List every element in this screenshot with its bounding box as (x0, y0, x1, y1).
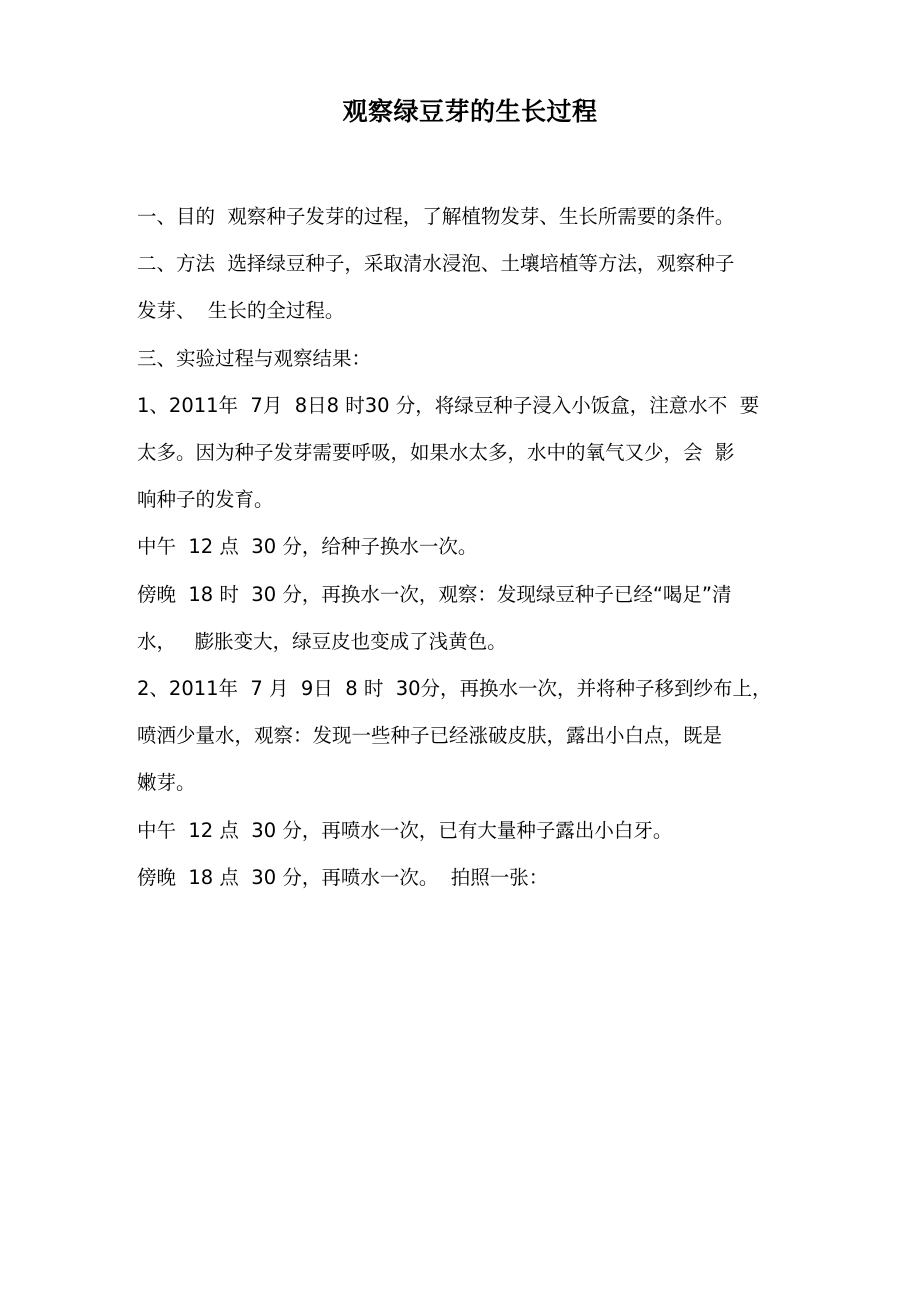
document-body (137, 193, 817, 901)
paragraph-line: 中午 12 点 30 分，再喷水一次，已有大量种子露出小白牙。 (137, 818, 673, 842)
paragraph-line: 1、2011年 7月 8日8 时30 分，将绿豆种子浸入小饭盒，注意水不 要 (137, 393, 760, 417)
paragraph-line: 发芽、 生长的全过程。 (137, 299, 345, 323)
paragraph-line: 水， 膨胀变大，绿豆皮也变成了浅黄色。 (137, 629, 507, 653)
paragraph-line: 二、方法 选择绿豆种子，采取清水浸泡、土壤培植等方法，观察种子 (137, 252, 735, 276)
paragraph-line: 中午 12 点 30 分，给种子换水一次。 (137, 535, 478, 559)
paragraph-line: 一、目的 观察种子发芽的过程，了解植物发芽、生长所需要的条件。 (137, 205, 735, 228)
paragraph-line: 太多。因为种子发芽需要呼吸，如果水太多，水中的氧气又少，会 影 (137, 441, 735, 465)
paragraph-line: 嫩芽。 (137, 771, 196, 795)
paragraph-line: 傍晚 18 点 30 分，再喷水一次。 拍照一张： (137, 865, 549, 889)
paragraph-line: 2、2011年 7 月 9日 8 时 30分，再换水一次，并将种子移到纱布上， (137, 677, 772, 701)
paragraph-line: 响种子的发育。 (137, 488, 274, 512)
paragraph-line: 三、实验过程与观察结果： (137, 346, 372, 370)
paragraph-line: 喷洒少量水，观察：发现一些种子已经涨破皮肤，露出小白点，既是 (137, 724, 723, 748)
paragraph-line: 傍晚 18 时 30 分，再换水一次，观察：发现绿豆种子已经“喝足”清 (137, 582, 732, 606)
document-title: 观察绿豆芽的生长过程 (342, 97, 598, 126)
